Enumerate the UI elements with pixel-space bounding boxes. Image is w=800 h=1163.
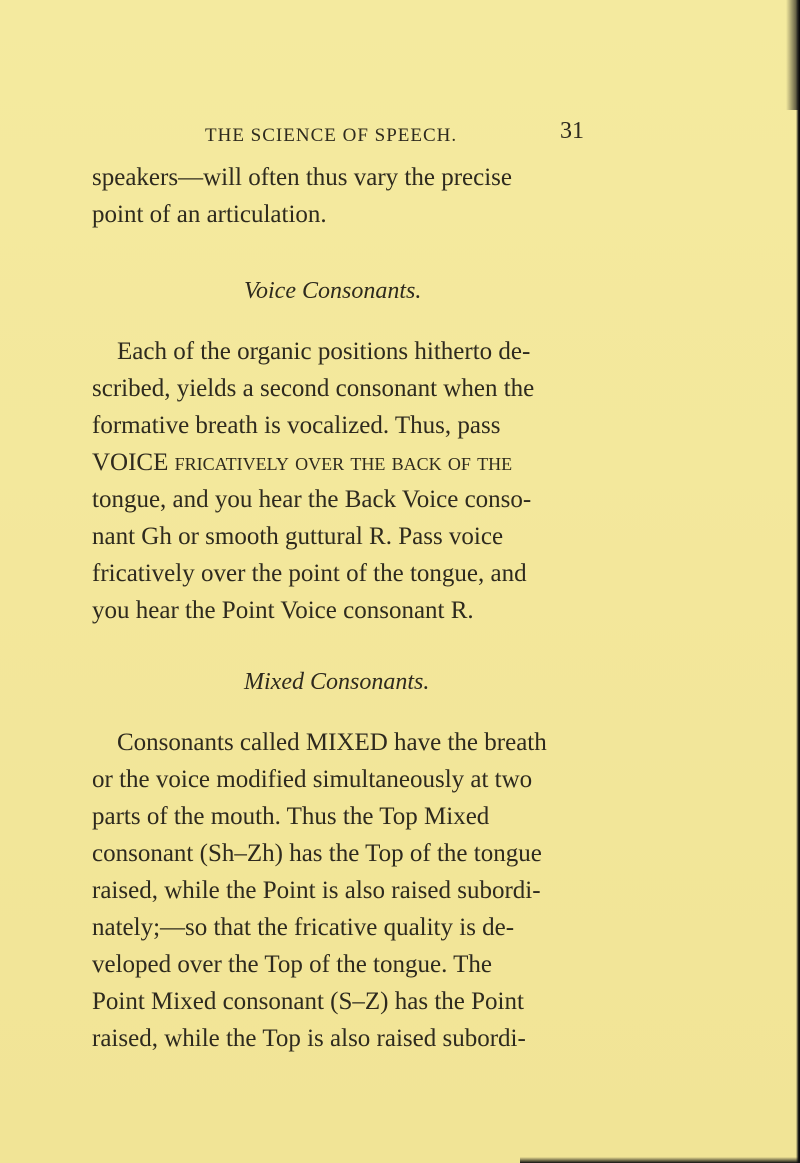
text-line: Each of the organic positions hitherto de- <box>117 338 531 365</box>
text-line: raised, while the Point is also raised subordi- <box>92 877 541 904</box>
text-line: speakers—will often thus vary the precise <box>92 164 513 191</box>
page-edge-shadow-right <box>796 0 800 1163</box>
running-head: THE SCIENCE OF SPEECH. <box>205 125 458 146</box>
page-edge-shadow-bottom <box>520 1157 800 1163</box>
text-line: VOICE fricatively over the back of the <box>92 449 513 476</box>
text-line: nately;—so that the fricative quality is de- <box>92 914 515 941</box>
text-line: veloped over the Top of the tongue. The <box>92 951 492 978</box>
text-line: or the voice modified simultaneously at two <box>92 766 533 793</box>
text-line: tongue, and you hear the Back Voice conso- <box>92 486 532 513</box>
text-line: you hear the Point Voice consonant R. <box>92 597 474 624</box>
section-heading-voice-consonants: Voice Consonants. <box>244 278 422 304</box>
text-line: fricatively over the point of the tongue, and <box>92 560 527 587</box>
text-line: parts of the mouth. Thus the Top Mixed <box>92 803 490 830</box>
text-line: Consonants called MIXED have the breath <box>117 729 547 756</box>
text-line: Point Mixed consonant (S–Z) has the Point <box>92 988 524 1015</box>
text-line: scribed, yields a second consonant when the <box>92 375 535 402</box>
text-line: point of an articulation. <box>92 201 327 228</box>
section-heading-mixed-consonants: Mixed Consonants. <box>244 669 430 695</box>
text-line: nant Gh or smooth guttural R. Pass voice <box>92 523 504 550</box>
text-line: raised, while the Top is also raised subordi- <box>92 1025 526 1052</box>
page-number: 31 <box>560 118 584 144</box>
text-line: formative breath is vocalized. Thus, pass <box>92 412 501 439</box>
text-line: consonant (Sh–Zh) has the Top of the tongue <box>92 840 542 867</box>
